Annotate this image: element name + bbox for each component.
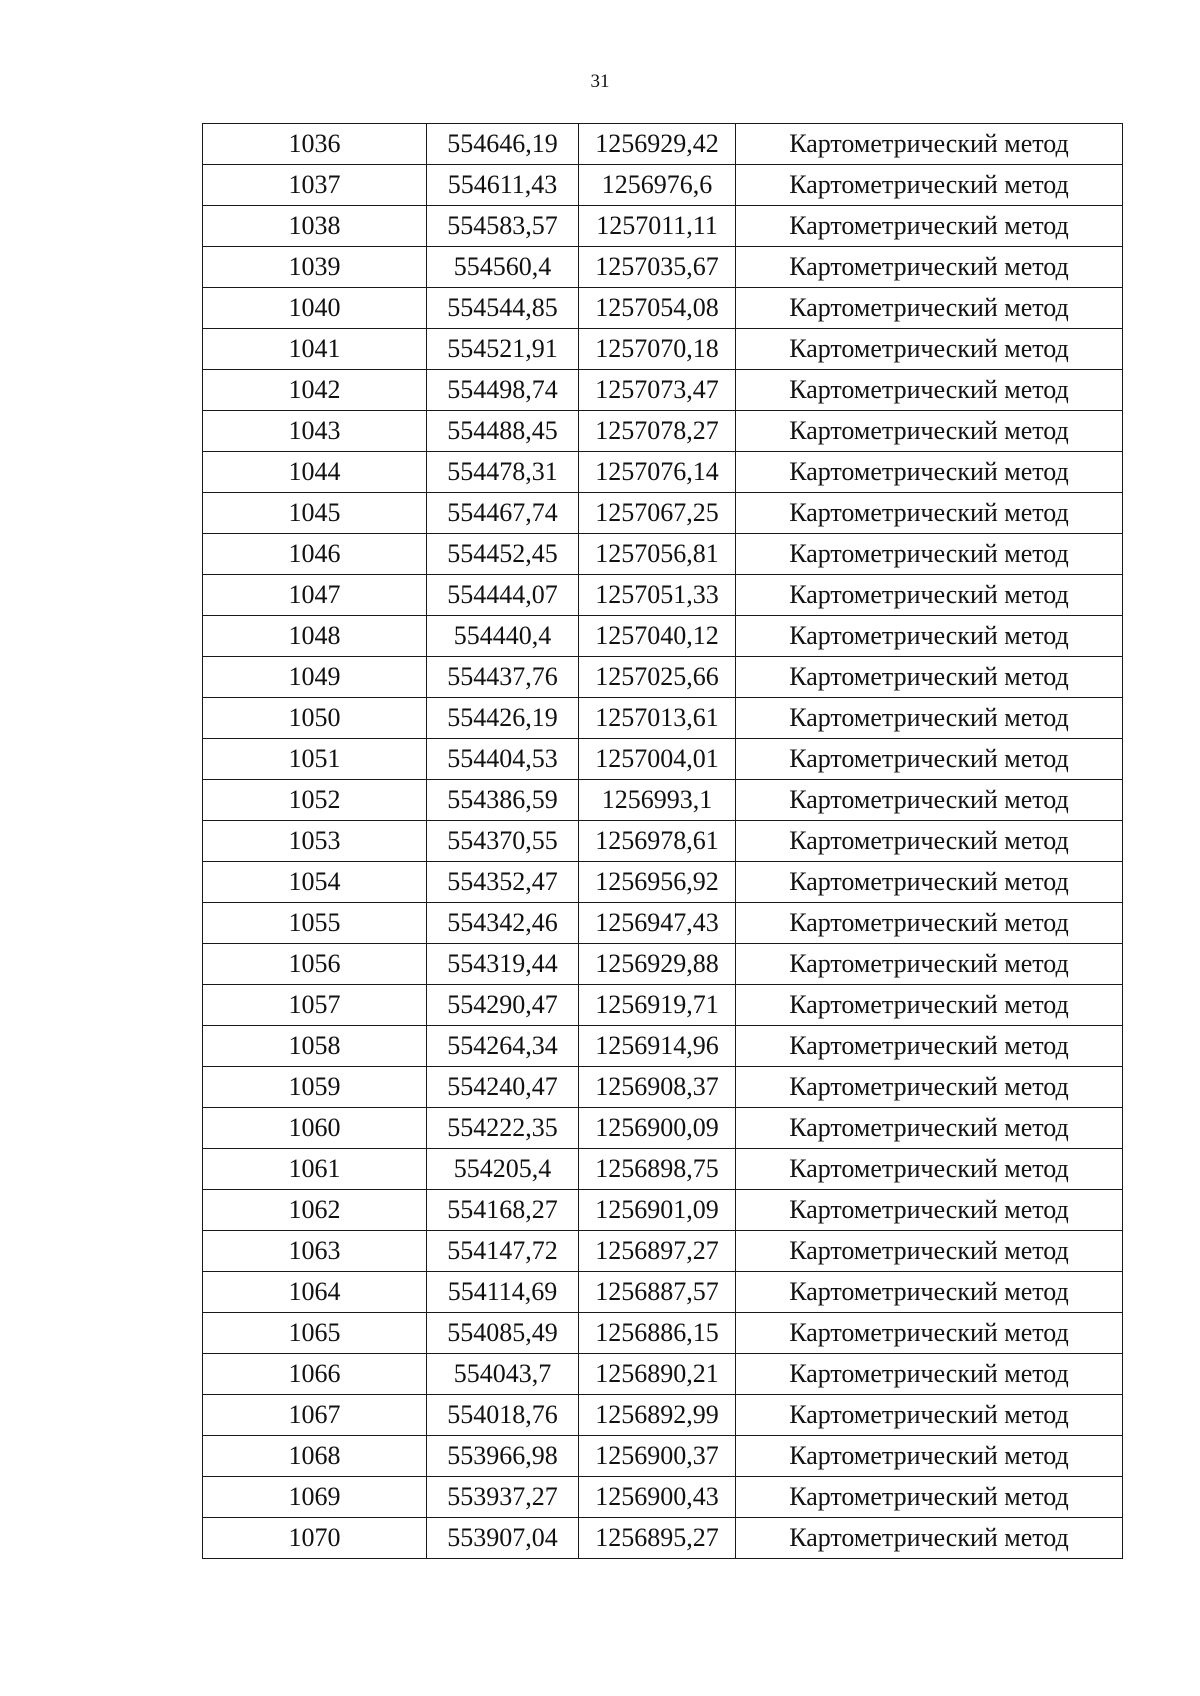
- y-coordinate-cell: 1257051,33: [579, 575, 736, 616]
- point-number-cell: 1036: [203, 124, 427, 165]
- table-row: [203, 493, 1123, 534]
- point-number-cell: 1050: [203, 698, 427, 739]
- method-cell: Картометрический метод: [736, 1026, 1123, 1067]
- point-number-cell: 1046: [203, 534, 427, 575]
- point-number-cell: 1042: [203, 370, 427, 411]
- y-coordinate-cell: 1257067,25: [579, 493, 736, 534]
- coordinates-table: [202, 123, 1123, 1559]
- method-cell: Картометрический метод: [736, 165, 1123, 206]
- y-coordinate-cell: 1256898,75: [579, 1149, 736, 1190]
- page-number: 31: [590, 71, 610, 92]
- point-number-cell: 1039: [203, 247, 427, 288]
- y-coordinate-cell: 1256900,09: [579, 1108, 736, 1149]
- x-coordinate-cell: 554085,49: [427, 1313, 579, 1354]
- table-row: [203, 452, 1123, 493]
- point-number-cell: 1038: [203, 206, 427, 247]
- x-coordinate-cell: 554646,19: [427, 124, 579, 165]
- method-cell: Картометрический метод: [736, 1067, 1123, 1108]
- table-row: [203, 780, 1123, 821]
- x-coordinate-cell: 554018,76: [427, 1395, 579, 1436]
- point-number-cell: 1070: [203, 1518, 427, 1559]
- method-cell: Картометрический метод: [736, 944, 1123, 985]
- method-cell: Картометрический метод: [736, 1108, 1123, 1149]
- point-number-cell: 1053: [203, 821, 427, 862]
- table-row: [203, 1395, 1123, 1436]
- y-coordinate-cell: 1256900,43: [579, 1477, 736, 1518]
- point-number-cell: 1066: [203, 1354, 427, 1395]
- y-coordinate-cell: 1256901,09: [579, 1190, 736, 1231]
- method-cell: Картометрический метод: [736, 370, 1123, 411]
- point-number-cell: 1067: [203, 1395, 427, 1436]
- method-cell: Картометрический метод: [736, 1313, 1123, 1354]
- x-coordinate-cell: 554147,72: [427, 1231, 579, 1272]
- table-row: [203, 575, 1123, 616]
- x-coordinate-cell: 554205,4: [427, 1149, 579, 1190]
- table-row: [203, 698, 1123, 739]
- x-coordinate-cell: 553937,27: [427, 1477, 579, 1518]
- x-coordinate-cell: 554240,47: [427, 1067, 579, 1108]
- table-row: [203, 862, 1123, 903]
- method-cell: Картометрический метод: [736, 329, 1123, 370]
- point-number-cell: 1045: [203, 493, 427, 534]
- y-coordinate-cell: 1257011,11: [579, 206, 736, 247]
- method-cell: Картометрический метод: [736, 985, 1123, 1026]
- x-coordinate-cell: 554478,31: [427, 452, 579, 493]
- x-coordinate-cell: 554583,57: [427, 206, 579, 247]
- point-number-cell: 1051: [203, 739, 427, 780]
- table-row: [203, 1067, 1123, 1108]
- method-cell: Картометрический метод: [736, 903, 1123, 944]
- table-row: [203, 903, 1123, 944]
- x-coordinate-cell: 554498,74: [427, 370, 579, 411]
- y-coordinate-cell: 1257013,61: [579, 698, 736, 739]
- point-number-cell: 1057: [203, 985, 427, 1026]
- y-coordinate-cell: 1256919,71: [579, 985, 736, 1026]
- method-cell: Картометрический метод: [736, 493, 1123, 534]
- point-number-cell: 1048: [203, 616, 427, 657]
- y-coordinate-cell: 1256908,37: [579, 1067, 736, 1108]
- x-coordinate-cell: 554386,59: [427, 780, 579, 821]
- y-coordinate-cell: 1256929,42: [579, 124, 736, 165]
- method-cell: Картометрический метод: [736, 1477, 1123, 1518]
- y-coordinate-cell: 1256892,99: [579, 1395, 736, 1436]
- point-number-cell: 1068: [203, 1436, 427, 1477]
- point-number-cell: 1063: [203, 1231, 427, 1272]
- method-cell: Картометрический метод: [736, 411, 1123, 452]
- y-coordinate-cell: 1256900,37: [579, 1436, 736, 1477]
- table-row: [203, 944, 1123, 985]
- x-coordinate-cell: 554440,4: [427, 616, 579, 657]
- table-row: [203, 1518, 1123, 1559]
- table-row: [203, 329, 1123, 370]
- x-coordinate-cell: 554342,46: [427, 903, 579, 944]
- y-coordinate-cell: 1256929,88: [579, 944, 736, 985]
- point-number-cell: 1047: [203, 575, 427, 616]
- y-coordinate-cell: 1257040,12: [579, 616, 736, 657]
- x-coordinate-cell: 554521,91: [427, 329, 579, 370]
- x-coordinate-cell: 554544,85: [427, 288, 579, 329]
- method-cell: Картометрический метод: [736, 1354, 1123, 1395]
- x-coordinate-cell: 554452,45: [427, 534, 579, 575]
- y-coordinate-cell: 1257073,47: [579, 370, 736, 411]
- method-cell: Картометрический метод: [736, 657, 1123, 698]
- x-coordinate-cell: 554168,27: [427, 1190, 579, 1231]
- point-number-cell: 1040: [203, 288, 427, 329]
- table-row: [203, 1272, 1123, 1313]
- table-row: [203, 1190, 1123, 1231]
- method-cell: Картометрический метод: [736, 616, 1123, 657]
- table-row: [203, 821, 1123, 862]
- method-cell: Картометрический метод: [736, 1231, 1123, 1272]
- point-number-cell: 1044: [203, 452, 427, 493]
- coordinates-table-body: [203, 124, 1123, 1559]
- method-cell: Картометрический метод: [736, 452, 1123, 493]
- y-coordinate-cell: 1256887,57: [579, 1272, 736, 1313]
- point-number-cell: 1041: [203, 329, 427, 370]
- x-coordinate-cell: 554404,53: [427, 739, 579, 780]
- x-coordinate-cell: 554370,55: [427, 821, 579, 862]
- method-cell: Картометрический метод: [736, 739, 1123, 780]
- method-cell: Картометрический метод: [736, 1190, 1123, 1231]
- method-cell: Картометрический метод: [736, 698, 1123, 739]
- y-coordinate-cell: 1257035,67: [579, 247, 736, 288]
- point-number-cell: 1052: [203, 780, 427, 821]
- method-cell: Картометрический метод: [736, 1395, 1123, 1436]
- table-row: [203, 739, 1123, 780]
- method-cell: Картометрический метод: [736, 247, 1123, 288]
- table-row: [203, 165, 1123, 206]
- method-cell: Картометрический метод: [736, 1436, 1123, 1477]
- point-number-cell: 1060: [203, 1108, 427, 1149]
- x-coordinate-cell: 554611,43: [427, 165, 579, 206]
- x-coordinate-cell: 554560,4: [427, 247, 579, 288]
- table-row: [203, 411, 1123, 452]
- point-number-cell: 1069: [203, 1477, 427, 1518]
- table-row: [203, 534, 1123, 575]
- table-row: [203, 124, 1123, 165]
- method-cell: Картометрический метод: [736, 206, 1123, 247]
- table-row: [203, 985, 1123, 1026]
- y-coordinate-cell: 1257070,18: [579, 329, 736, 370]
- y-coordinate-cell: 1256976,6: [579, 165, 736, 206]
- x-coordinate-cell: 554488,45: [427, 411, 579, 452]
- point-number-cell: 1058: [203, 1026, 427, 1067]
- method-cell: Картометрический метод: [736, 862, 1123, 903]
- point-number-cell: 1054: [203, 862, 427, 903]
- x-coordinate-cell: 554264,34: [427, 1026, 579, 1067]
- y-coordinate-cell: 1257078,27: [579, 411, 736, 452]
- y-coordinate-cell: 1257004,01: [579, 739, 736, 780]
- x-coordinate-cell: 554467,74: [427, 493, 579, 534]
- table-row: [203, 247, 1123, 288]
- method-cell: Картометрический метод: [736, 124, 1123, 165]
- table-row: [203, 1231, 1123, 1272]
- point-number-cell: 1064: [203, 1272, 427, 1313]
- x-coordinate-cell: 553966,98: [427, 1436, 579, 1477]
- x-coordinate-cell: 554222,35: [427, 1108, 579, 1149]
- method-cell: Картометрический метод: [736, 821, 1123, 862]
- x-coordinate-cell: 554352,47: [427, 862, 579, 903]
- y-coordinate-cell: 1256914,96: [579, 1026, 736, 1067]
- y-coordinate-cell: 1256947,43: [579, 903, 736, 944]
- point-number-cell: 1061: [203, 1149, 427, 1190]
- y-coordinate-cell: 1257076,14: [579, 452, 736, 493]
- y-coordinate-cell: 1257056,81: [579, 534, 736, 575]
- y-coordinate-cell: 1256978,61: [579, 821, 736, 862]
- method-cell: Картометрический метод: [736, 288, 1123, 329]
- table-row: [203, 1313, 1123, 1354]
- x-coordinate-cell: 554426,19: [427, 698, 579, 739]
- method-cell: Картометрический метод: [736, 1149, 1123, 1190]
- table-row: [203, 206, 1123, 247]
- point-number-cell: 1056: [203, 944, 427, 985]
- method-cell: Картометрический метод: [736, 1518, 1123, 1559]
- point-number-cell: 1065: [203, 1313, 427, 1354]
- point-number-cell: 1059: [203, 1067, 427, 1108]
- y-coordinate-cell: 1256897,27: [579, 1231, 736, 1272]
- y-coordinate-cell: 1257054,08: [579, 288, 736, 329]
- point-number-cell: 1037: [203, 165, 427, 206]
- table-row: [203, 1477, 1123, 1518]
- y-coordinate-cell: 1256890,21: [579, 1354, 736, 1395]
- x-coordinate-cell: 554437,76: [427, 657, 579, 698]
- table-row: [203, 1436, 1123, 1477]
- table-row: [203, 1026, 1123, 1067]
- method-cell: Картометрический метод: [736, 780, 1123, 821]
- y-coordinate-cell: 1256993,1: [579, 780, 736, 821]
- table-row: [203, 370, 1123, 411]
- x-coordinate-cell: 554290,47: [427, 985, 579, 1026]
- table-row: [203, 1108, 1123, 1149]
- x-coordinate-cell: 554114,69: [427, 1272, 579, 1313]
- x-coordinate-cell: 553907,04: [427, 1518, 579, 1559]
- point-number-cell: 1049: [203, 657, 427, 698]
- point-number-cell: 1043: [203, 411, 427, 452]
- method-cell: Картометрический метод: [736, 534, 1123, 575]
- method-cell: Картометрический метод: [736, 575, 1123, 616]
- table-row: [203, 1354, 1123, 1395]
- method-cell: Картометрический метод: [736, 1272, 1123, 1313]
- point-number-cell: 1062: [203, 1190, 427, 1231]
- y-coordinate-cell: 1257025,66: [579, 657, 736, 698]
- y-coordinate-cell: 1256895,27: [579, 1518, 736, 1559]
- x-coordinate-cell: 554444,07: [427, 575, 579, 616]
- x-coordinate-cell: 554043,7: [427, 1354, 579, 1395]
- table-row: [203, 1149, 1123, 1190]
- x-coordinate-cell: 554319,44: [427, 944, 579, 985]
- table-row: [203, 616, 1123, 657]
- table-row: [203, 288, 1123, 329]
- table-row: [203, 657, 1123, 698]
- y-coordinate-cell: 1256956,92: [579, 862, 736, 903]
- y-coordinate-cell: 1256886,15: [579, 1313, 736, 1354]
- point-number-cell: 1055: [203, 903, 427, 944]
